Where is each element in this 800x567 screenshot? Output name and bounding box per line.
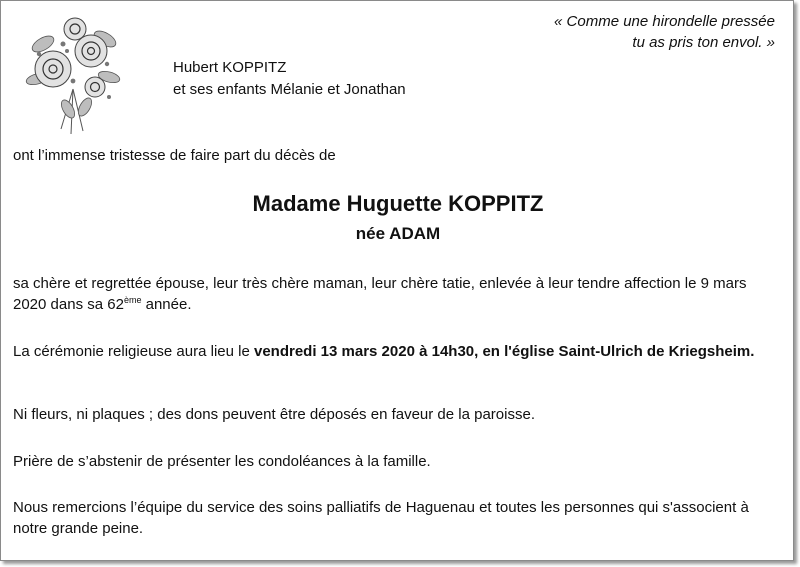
tribute-end: année. xyxy=(141,296,192,313)
family-line-2: et ses enfants Mélanie et Jonathan xyxy=(173,81,406,98)
family-line-1: Hubert KOPPITZ xyxy=(173,59,287,76)
maiden-name: née ADAM xyxy=(355,224,441,243)
ordinal-suffix: ème xyxy=(123,295,142,305)
ceremony-text: La cérémonie religieuse aura lieu le xyxy=(13,343,254,360)
family-block xyxy=(173,57,406,101)
paragraph-thanks: Nous remercions l’équipe du service des soins palliatifs de Haguenau et toutes les personnes qui s'associent à notre grande peine. xyxy=(13,499,749,537)
paragraph-ceremony xyxy=(13,341,781,362)
flower-bouquet-icon xyxy=(23,9,123,139)
epigraph-quote xyxy=(554,11,775,53)
paragraph-tribute xyxy=(13,273,781,315)
paragraph-donations: Ni fleurs, ni plaques ; des dons peuvent être déposés en faveur de la paroisse. xyxy=(13,406,535,423)
intro-text: ont l’immense tristesse de faire part du décès de xyxy=(13,147,336,164)
quote-line-2: tu as pris ton envol. » xyxy=(632,34,775,51)
paragraph-condolences: Prière de s’abstenir de présenter les condoléances à la famille. xyxy=(13,453,431,470)
tribute-text: sa chère et regrettée épouse, leur très chère maman, leur chère tatie, enlevée à leur tendre affection le 9 mars 2020 dans sa 62 xyxy=(13,275,747,313)
quote-line-1: « Comme une hirondelle pressée xyxy=(554,13,775,30)
deceased-name: Madame Huguette KOPPITZ xyxy=(252,191,544,216)
ceremony-details: vendredi 13 mars 2020 à 14h30, en l'église Saint-Ulrich de Kriegsheim. xyxy=(253,343,755,360)
